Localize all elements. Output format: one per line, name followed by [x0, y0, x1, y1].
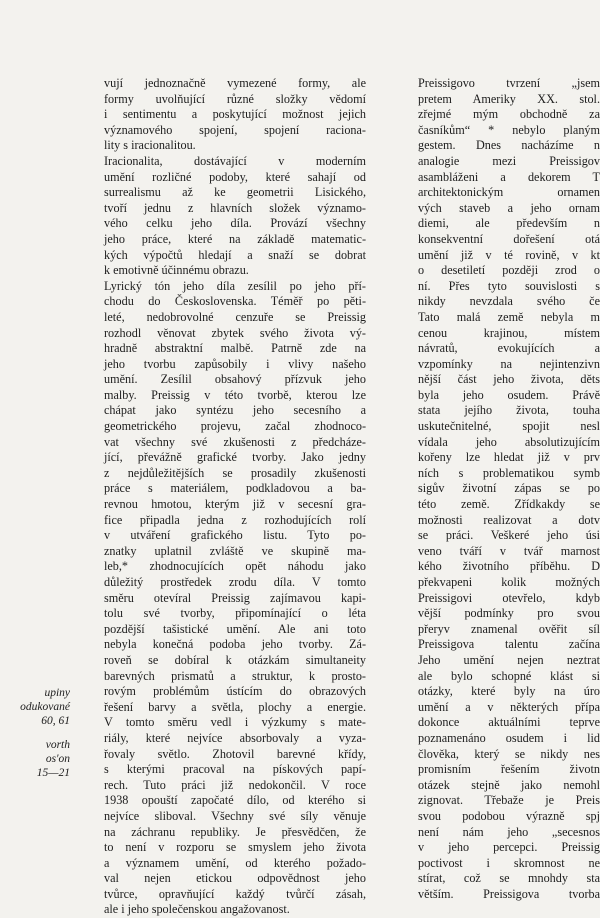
text-line: umění a v některých přípa — [418, 699, 600, 714]
caption-line: 60, 61 — [41, 715, 70, 727]
text-line: analogie mezi Preissigov — [418, 153, 600, 168]
caption-line: upiny — [44, 687, 70, 699]
text-line: pretem Ameriky XX. stol. — [418, 91, 600, 106]
text-line: jeho tvorbu zapůsobily i vlivy našeho — [104, 356, 366, 371]
text-line: se práci. Veškeré jeho úsi — [418, 528, 600, 543]
text-line: fice připadla jedna z rozhodujících rolí — [104, 512, 366, 527]
text-line: diemi, ale především n — [418, 216, 600, 231]
figure-caption — [0, 686, 70, 780]
text-line: umění již v té rovině, v kt — [418, 247, 600, 262]
text-line: nikdy nevzdala svého če — [418, 294, 600, 309]
text-line: k emotivně účinnému obrazu. — [104, 263, 249, 278]
text-line: val nejen etickou odpovědnost jeho — [104, 871, 366, 886]
text-line: Tato malá země nebyla m — [418, 309, 600, 324]
text-line: revnou hmotou, kterým již v secesní gra- — [104, 497, 366, 512]
text-line: tvoří jednu z hlavních složek významo- — [104, 200, 366, 215]
text-line: na záchranu republiky. Je přesvědčen, že — [104, 824, 366, 839]
text-line: malby. Preissig v této tvorbě, kterou lze — [104, 387, 366, 402]
text-line: tolu své tvorby, připomínající o léta — [104, 606, 366, 621]
text-line: sigův životní zápas se po — [418, 481, 600, 496]
text-line: barevných prismatů a struktur, k prosto- — [104, 668, 366, 683]
text-line: rech. Tuto práci již nedokončil. V roce — [104, 777, 366, 792]
text-line: V tomto směru vedl i výzkumy s mate- — [104, 715, 366, 730]
text-line: vují jednoznačně vymezené formy, ale — [104, 76, 366, 90]
text-line: lity s iracionalitou. — [104, 138, 196, 153]
main-text-column — [104, 76, 366, 918]
caption-line: odukované — [20, 701, 70, 713]
right-text-column — [418, 76, 600, 902]
text-line: poznamenáno osudem i lid — [418, 730, 600, 745]
text-line: Preissigovo tvrzení „jsem — [418, 76, 600, 90]
text-line: Iracionalita, dostávající v moderním — [104, 153, 366, 168]
text-line: uskutečnitelné, spojit nesl — [418, 419, 600, 434]
text-line: promisním řešením životn — [418, 762, 600, 777]
text-line: poctivost i skromnost ne — [418, 855, 600, 870]
text-line: leb,* zhodnocujících opět náhodu jako — [104, 559, 366, 574]
text-line: Preissigova talentu začína — [418, 637, 600, 652]
text-line: surrealismu až ke geometrii Lisického, — [104, 185, 366, 200]
text-line: zřejmé mým obchodně za — [418, 107, 600, 122]
text-line: architektonickým ornamen — [418, 185, 600, 200]
text-line: kého životního příběhu. D — [418, 559, 600, 574]
text-line: svou podobou výrazně spj — [418, 808, 600, 823]
text-line: gestem. Dnes nacházíme n — [418, 138, 600, 153]
text-line: Preissigovi otevřelo, kdyb — [418, 590, 600, 605]
text-line: hradně abstraktní malbě. Patrně zde na — [104, 341, 366, 356]
text-line: ale i jeho společenskou angažovanost. — [104, 902, 290, 917]
text-line: ních s problematikou symb — [418, 465, 600, 480]
text-line: s kterými pracoval na pískových papí- — [104, 762, 366, 777]
text-line: jeho práce, které na základě matematic- — [104, 231, 366, 246]
text-line: geometrického projevu, začal zhodnoco- — [104, 419, 366, 434]
text-line: možnosti realizovat a dotv — [418, 512, 600, 527]
text-line: asambláženi a dekorem T — [418, 169, 600, 184]
text-line: větším. Preissigova tvorba — [418, 886, 600, 901]
text-line: jící, převážně grafické tvorby. Jako jedny — [104, 450, 366, 465]
text-line: pozdější tašistické umění. Ale ani toto — [104, 621, 366, 636]
caption-line: 15—21 — [36, 767, 70, 779]
text-line: řešení barvy a světla, plochy a energie. — [104, 699, 366, 714]
text-line: směru otevíral Preissig zajímavou kapi- — [104, 590, 366, 605]
text-line: významového spojení, spojení raciona- — [104, 122, 366, 137]
text-line: kořeny lze hledat již v prv — [418, 450, 600, 465]
text-line: roveň se dobíral k otázkám simultaneity — [104, 652, 366, 667]
text-line: vější podmínky pro svou — [418, 606, 600, 621]
text-line: ní. Přes tyto souvislosti s — [418, 278, 600, 293]
text-line: nější část jeho života, děts — [418, 372, 600, 387]
text-line: veno tváří v tvář marnost — [418, 543, 600, 558]
text-line: i sentimentu a poskytující možnost jejich — [104, 107, 366, 122]
text-line: chodu do Československa. Téměř po pěti- — [104, 294, 366, 309]
text-line: této země. Zřídkakdy se — [418, 497, 600, 512]
text-line: umění. Zesílil obsahový přízvuk jeho — [104, 372, 366, 387]
text-line: nejvíce sliboval. Všechny své síly věnuje — [104, 808, 366, 823]
text-line: vat všechny své zkušenosti z předcháze- — [104, 434, 366, 449]
caption-line: vorth — [45, 739, 70, 751]
text-line: a významem umění, od kterého požado- — [104, 855, 366, 870]
text-line: vých staveb a jeho ornam — [418, 200, 600, 215]
text-line: není nám jeho „secesnos — [418, 824, 600, 839]
text-line: tvůrce, opravňující každý tvůrčí zásah, — [104, 886, 366, 901]
text-line: v jeho percepci. Preissig — [418, 840, 600, 855]
caption-spacer — [0, 728, 70, 738]
text-line: kých výpočtů hledají a snaží se dobrat — [104, 247, 366, 262]
text-line: rovým problémům ústícím do obrazových — [104, 684, 366, 699]
text-line: řovaly světlo. Zhotovil barevné křídy, — [104, 746, 366, 761]
text-line: zignovat. Třebaže je Preis — [418, 793, 600, 808]
text-line: vého celku jeho díla. Provází všechny — [104, 216, 366, 231]
text-line: nebyla konečná podoba jeho tvorby. Zá- — [104, 637, 366, 652]
text-line: časníkům“ * nebylo planým — [418, 122, 600, 137]
text-line: rozhodl věnovat zbytek svého života vý- — [104, 325, 366, 340]
text-line: otázky, které byly na úro — [418, 684, 600, 699]
text-line: vzpomínky na nejintenzivn — [418, 356, 600, 371]
text-line: to není v rozporu se smyslem jeho života — [104, 840, 366, 855]
text-line: člověka, který se nikdy nes — [418, 746, 600, 761]
text-line: návratů, evokujících a — [418, 341, 600, 356]
text-line: byla jeho osudem. Právě — [418, 387, 600, 402]
text-line: důležitý prostředek zrodu díla. V tomto — [104, 575, 366, 589]
text-line: leté, nedobrovolné cenzuře se Preissig — [104, 309, 366, 324]
text-line: konsekventní dořešení otá — [418, 231, 600, 246]
text-line: otázek stejně jako nemohl — [418, 777, 600, 792]
text-line: stírat, což se mnohdy sta — [418, 871, 600, 886]
text-line: znatky uplatnil zvláště ve skupině ma- — [104, 543, 366, 558]
text-line: přeryv znamenal ověřit síl — [418, 621, 600, 636]
caption-line: os'on — [45, 753, 70, 765]
text-line: z nejdůležitějších se prosadily zkušenosti — [104, 465, 366, 480]
text-line: Jeho umění nejen neztrat — [418, 652, 600, 667]
text-line: překvapeni kolik možných — [418, 575, 600, 589]
text-line: formy uvolňující různé složky vědomí — [104, 91, 366, 106]
text-line: 1938 opouští započaté dílo, od kterého si — [104, 793, 366, 808]
text-line: práce s materiálem, podkladovou a ba- — [104, 481, 366, 496]
text-line: dokonce aktuálními teprve — [418, 715, 600, 730]
text-line: Lyrický tón jeho díla zesílil po jeho pří- — [104, 278, 366, 293]
text-line: umění rozličné podoby, které sahají od — [104, 169, 366, 184]
text-line: riály, které nejvíce absorbovaly a vyza- — [104, 730, 366, 745]
text-line: chápat jako syntézu jeho secesního a — [104, 403, 366, 418]
text-line: cenou krajinou, místem — [418, 325, 600, 340]
text-line: v utváření grafického listu. Tyto po- — [104, 528, 366, 543]
text-line: o desetiletí později zrod o — [418, 263, 600, 278]
text-line: ale bylo schopné klást si — [418, 668, 600, 683]
text-line: stata jejího života, touha — [418, 403, 600, 418]
text-line: vídala jeho absolutizujícím — [418, 434, 600, 449]
